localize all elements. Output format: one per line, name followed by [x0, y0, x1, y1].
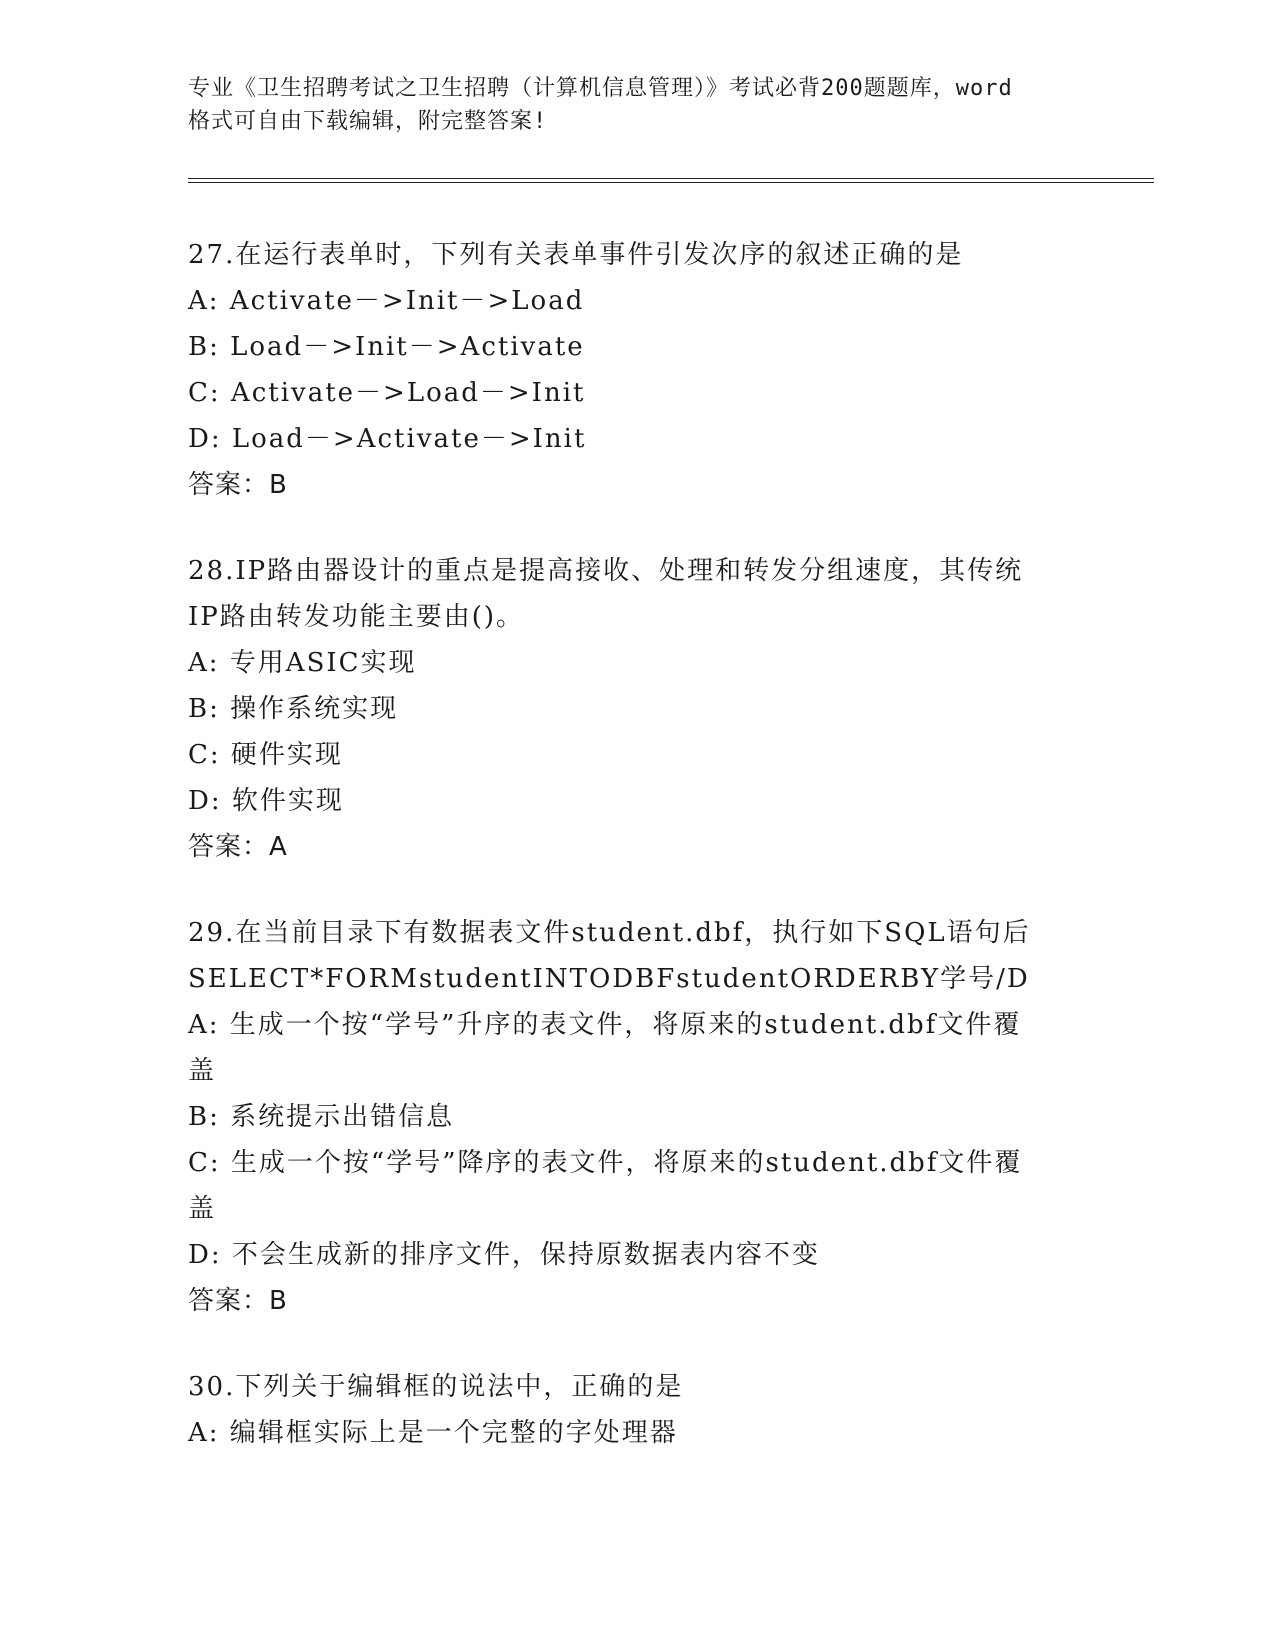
option-c: C: 生成一个按“学号”降序的表文件，将原来的student.dbf文件覆: [188, 1148, 1023, 1178]
question-29: [188, 910, 1088, 1324]
question-stem: 27.在运行表单时，下列有关表单事件引发次序的叙述正确的是: [188, 240, 964, 270]
question-stem: 28.IP路由器设计的重点是提高接收、处理和转发分组速度，其传统: [188, 556, 1024, 586]
document-header: [188, 72, 1088, 138]
option-d: D: 不会生成新的排序文件，保持原数据表内容不变: [188, 1240, 820, 1270]
question-list: [188, 232, 1088, 1496]
question-stem-continued: IP路由转发功能主要由()。: [188, 602, 525, 632]
option-c-continued: 盖: [188, 1194, 217, 1224]
header-line-1: 专业《卫生招聘考试之卫生招聘（计算机信息管理）》考试必背200题题库，word: [188, 76, 1013, 101]
option-a: A: 专用ASIC实现: [188, 648, 417, 678]
answer-label: 答案：B: [188, 470, 288, 500]
option-c: C: 硬件实现: [188, 740, 343, 770]
question-stem-continued: SELECT*FORMstudentINTODBFstudentORDERBY学号/D: [188, 964, 1030, 994]
header-line-2: 格式可自由下载编辑，附完整答案!: [188, 109, 548, 134]
header-divider: [188, 178, 1154, 183]
option-a: A: Activate－>Init－>Load: [188, 286, 585, 316]
option-a: A: 生成一个按“学号”升序的表文件，将原来的student.dbf文件覆: [188, 1010, 1022, 1040]
option-d: D: Load－>Activate－>Init: [188, 424, 587, 454]
question-stem: 29.在当前目录下有数据表文件student.dbf，执行如下SQL语句后: [188, 918, 1031, 948]
option-b: B: 操作系统实现: [188, 694, 399, 724]
question-stem: 30.下列关于编辑框的说法中，正确的是: [188, 1372, 684, 1402]
answer-label: 答案：A: [188, 832, 288, 862]
option-c: C: Activate－>Load－>Init: [188, 378, 586, 408]
question-28: [188, 548, 1088, 870]
option-d: D: 软件实现: [188, 786, 344, 816]
answer-label: 答案：B: [188, 1286, 288, 1316]
option-a-continued: 盖: [188, 1056, 217, 1086]
option-b: B: 系统提示出错信息: [188, 1102, 455, 1132]
question-30: [188, 1364, 1088, 1456]
option-b: B: Load－>Init－>Activate: [188, 332, 585, 362]
option-a: A: 编辑框实际上是一个完整的字处理器: [188, 1418, 678, 1448]
question-27: [188, 232, 1088, 508]
